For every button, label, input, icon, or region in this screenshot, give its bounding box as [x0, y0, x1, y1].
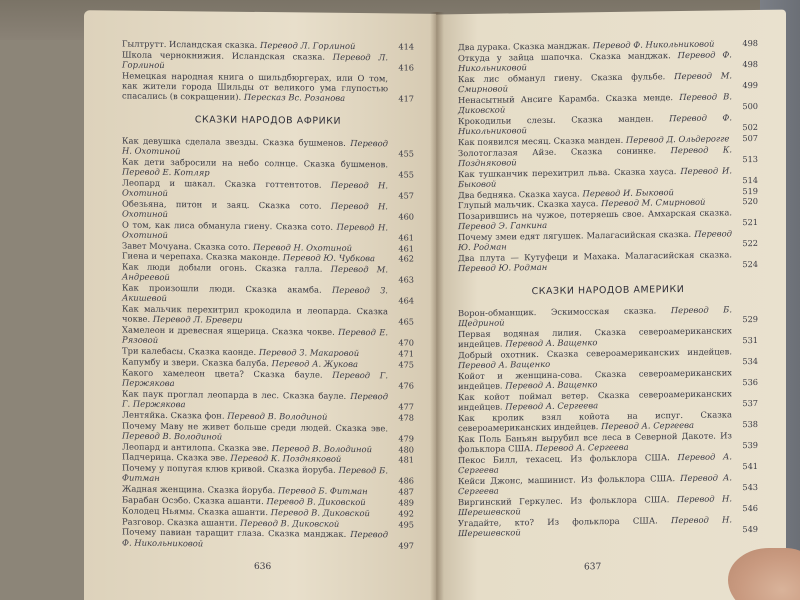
toc-entry-title: Койот и женщина-сова. Сказка североамериканских индейцев. [458, 367, 732, 392]
toc-entry-title: Почему змеи едят лягушек. Малагасийская сказка. [458, 229, 692, 243]
toc-entry-title: Кейси Джонс, машинист. Из фольклора США. [458, 472, 676, 486]
page-number-left: 636 [254, 561, 272, 573]
toc-entry-translator: Перевод З. Акишевой [122, 284, 388, 304]
toc-entry-page: 470 [398, 337, 414, 349]
toc-entry [122, 420, 414, 443]
toc-entry-page: 489 [398, 497, 414, 508]
toc-entry [122, 262, 414, 285]
toc-entry-page: 500 [742, 100, 758, 112]
toc-entry [122, 283, 414, 306]
toc-entry-title: Почему Маву не живет больше среди людей. Сказка эве. [122, 420, 388, 433]
toc-entry-page: 462 [398, 253, 414, 265]
toc-entry-translator: Перевод В. Володиной [122, 430, 223, 442]
left-page [84, 10, 436, 600]
toc-entry-title: Как мальчик перехитрил крокодила и леопарда. Сказка чокве. [122, 303, 388, 325]
toc-entry-page: 502 [742, 121, 758, 133]
toc-entry-title: Завет Мочуана. Сказка сото. [122, 240, 251, 252]
toc-entry-page: 498 [742, 37, 758, 49]
toc-entry-page: 498 [742, 58, 758, 70]
toc-entry-title: Хамелеон и древесная ящерица. Сказка чокве. [122, 324, 335, 337]
toc-entry-translator: Перевод Г. Пержякова [122, 390, 389, 410]
toc-entry-page: 499 [742, 79, 758, 91]
toc-entry-page: 549 [742, 523, 758, 535]
toc-entry-translator: Перевод В. Диковской [270, 506, 370, 518]
toc-entry [122, 304, 414, 327]
left-section-entries [122, 135, 414, 550]
left-toc-column [122, 39, 414, 551]
toc-entry-title: Два дурака. Сказка манджак. [458, 40, 591, 53]
toc-entry-translator: Перевод Ю. Родман [458, 228, 732, 253]
toc-entry-title: Ненасытный Ансиге Карамба. Сказка менде. [458, 91, 674, 105]
toc-entry-translator: Перевод Е. Котляр [122, 166, 210, 178]
toc-entry-page: 534 [742, 355, 758, 367]
toc-entry-title: Разговор. Сказка ашанти. [122, 516, 238, 528]
section-heading-america: СКАЗКИ НАРОДОВ АМЕРИКИ [531, 283, 685, 297]
toc-entry-title: Гиена и черепаха. Сказка маконде. [122, 250, 281, 263]
toc-entry-page: 522 [742, 238, 758, 249]
toc-entry-translator: Перевод К. Поздняковой [458, 143, 732, 168]
toc-entry-translator: Перевод Н. Охотиной [122, 221, 388, 240]
toc-entry-page: 478 [398, 412, 414, 423]
toc-entry-page: 524 [742, 259, 758, 270]
toc-entry-page: 529 [742, 313, 758, 325]
toc-entry-page: 514 [742, 174, 758, 185]
toc-entry [122, 135, 414, 158]
toc-entry-title: Обезьяна, питон и заяц. Сказка сото. [122, 198, 322, 211]
toc-entry [122, 325, 414, 348]
right-top-entries [458, 38, 758, 274]
toc-entry [122, 219, 414, 242]
toc-entry [122, 367, 414, 390]
toc-entry-page: 487 [398, 486, 414, 497]
toc-entry-translator: Перевод Ф. Никольниковой [592, 38, 715, 51]
toc-entry-page: 475 [398, 359, 414, 370]
right-section-entries [458, 304, 758, 539]
toc-entry-translator: Перевод И. Быковой [458, 164, 732, 189]
toc-entry-translator: Перевод Л. Горлиной [260, 40, 356, 51]
toc-entry-title: Как люди добыли огонь. Сказка галла. [122, 261, 323, 274]
toc-entry-translator: Перевод Н. Охотиной [122, 200, 388, 219]
toc-entry-translator: Перевод А. Сергеева [458, 472, 732, 497]
toc-entry-translator: Перевод Д. Ольдерогге [625, 133, 730, 145]
toc-entry-page: 539 [742, 439, 758, 451]
toc-entry-translator: Перевод И. Быковой [582, 186, 674, 198]
toc-entry-page: 486 [398, 475, 414, 487]
toc-entry-page: 536 [742, 376, 758, 388]
toc-entry-translator: Перевод Г. Пержякова [122, 369, 388, 389]
toc-entry-translator: Перевод М. Андреевой [122, 263, 388, 283]
toc-entry-page: 541 [742, 460, 758, 472]
toc-entry-title: Капумбу и звери. Сказка балуба. [122, 356, 269, 369]
toc-entry-translator: Перевод Е. Рязовой [122, 327, 388, 346]
toc-entry-translator: Перевод Н. Охотиной [253, 241, 353, 253]
toc-entry-translator: Перевод Э. Ганкина [458, 220, 548, 232]
toc-entry-page: 507 [742, 132, 758, 143]
toc-entry-translator: Перевод Н. Охотиной [122, 179, 389, 198]
toc-entry-title: Леопард и шакал. Сказка готтентотов. [122, 177, 322, 190]
toc-entry [122, 527, 414, 550]
toc-entry-page: 457 [398, 190, 414, 201]
toc-entry-page: 465 [398, 316, 414, 328]
toc-entry-translator: Перевод А. Ващенко [505, 379, 598, 391]
toc-entry-translator: Перевод Б. Фитман [122, 465, 389, 484]
toc-entry [122, 156, 414, 179]
toc-entry-translator: Перевод Б. Фитман [277, 485, 368, 497]
toc-entry-page: 455 [398, 148, 414, 159]
toc-entry-title: Как кролик взял койота на испуг. Сказка североамериканских индейцев. [458, 409, 732, 434]
toc-entry-page: 495 [398, 519, 414, 530]
toc-entry [122, 177, 414, 200]
toc-entry-page: 543 [742, 481, 758, 493]
toc-entry-page: 537 [742, 397, 758, 409]
toc-entry-title: Почему павиан таращит глаза. Сказка манджак. [122, 526, 347, 540]
toc-entry-page: 513 [742, 153, 758, 164]
toc-entry-title: Школа чернокнижия. Исландская сказка. [122, 49, 326, 62]
toc-entry-translator: Перевод М. Смирновой [458, 70, 732, 95]
toc-entry-page: 476 [398, 380, 414, 391]
toc-entry-title: Жадная женщина. Сказка йоруба. [122, 483, 276, 496]
toc-entry-title: Как паук проглал леопарда в лес. Сказка бауле. [122, 388, 347, 401]
left-top-entries [122, 39, 414, 104]
page-number-right: 637 [584, 562, 602, 573]
toc-entry-title: Два плута — Кутуфеци и Махака. Малагасийская сказка. [458, 249, 732, 264]
toc-entry-title: Крокодильи слезы. Сказка манден. [458, 113, 654, 126]
toc-entry-title: Пекос Билл, техасец. Из фольклора США. [458, 451, 670, 465]
toc-entry-title: Как лис обманул гиену. Сказка фульбе. [458, 71, 666, 84]
toc-entry-title: Золотоглазая Айзе. Сказка сонинке. [458, 144, 657, 158]
toc-entry-title: Почему у попугая клюв кривой. Сказка йоруба. [122, 462, 336, 475]
toc-entry-translator: Перевод А. Жукова [271, 358, 358, 370]
toc-entry-title: Какого хамелеон цвета? Сказка бауле. [122, 367, 323, 380]
toc-entry-translator: Перевод Н. Шерешевской [458, 514, 732, 539]
toc-entry-title: Как тушканчик перехитрил льва. Сказка хауса. [458, 165, 677, 179]
toc-entry [122, 388, 414, 411]
toc-entry-title: Лентяйка. Сказка фон. [122, 409, 225, 421]
toc-entry-page: 477 [398, 401, 414, 412]
toc-entry-translator: Перевод А. Сергеева [601, 419, 694, 432]
toc-entry-translator: Перевод Н. Охотиной [122, 137, 388, 156]
toc-entry-title: Как Поль Баньян вырубил все леса в Северной Дакоте. Из фольклора США. [458, 430, 732, 455]
toc-entry [122, 49, 414, 72]
toc-entry-page: 481 [398, 454, 414, 466]
toc-entry-title: Виргинский Геркулес. Из фольклора США. [458, 493, 670, 507]
toc-entry-translator: Перевод Ю. Родман [458, 262, 548, 274]
book-gutter [430, 12, 444, 600]
toc-entry-translator: Перевод А. Сергеева [535, 441, 629, 454]
toc-entry-title: Как появился месяц. Сказка манден. [458, 134, 624, 147]
toc-entry-translator: Перевод А. Сергеева [458, 451, 732, 476]
toc-entry-page: 520 [742, 196, 758, 207]
toc-entry-translator: Перевод А. Ващенко [505, 337, 598, 349]
toc-entry-page: 417 [398, 93, 414, 104]
toc-entry-title: Ворон-обманщик. Эскимосская сказка. [458, 305, 657, 318]
toc-entry [122, 463, 414, 486]
toc-entry-page: 480 [398, 444, 414, 455]
toc-entry-translator: Перевод В. Диковской [240, 517, 340, 529]
toc-entry-translator: Пересказ Вс. Розанова [243, 92, 346, 104]
toc-entry [458, 249, 758, 274]
toc-entry-translator: Перевод Ф. Никольниковой [458, 49, 732, 74]
toc-entry-title: Три калебасы. Сказка каонде. [122, 345, 257, 358]
toc-entry-translator: Перевод Ф. Никольниковой [458, 112, 732, 137]
toc-entry-page: 519 [742, 185, 758, 196]
toc-entry-title: Как дети забросили на небо солнце. Сказка бушменов. [122, 156, 388, 169]
toc-entry-page: 455 [398, 169, 414, 180]
toc-entry-page: 414 [398, 41, 414, 52]
toc-entry-translator: Перевод Ф. Никольниковой [122, 529, 389, 548]
toc-entry-page: 461 [398, 232, 414, 243]
toc-entry-title: Глупый мальчик. Сказка хауса. [458, 198, 599, 211]
toc-entry-page: 471 [398, 348, 414, 359]
toc-entry-title: Как койот поймал ветер. Сказка североамериканских индейцев. [458, 388, 732, 413]
open-book [84, 12, 788, 600]
toc-entry-page: 416 [398, 62, 414, 73]
section-heading-africa: СКАЗКИ НАРОДОВ АФРИКИ [194, 114, 342, 128]
toc-entry-title: Немецкая народная книга о шильдбюргерах, или О том, как жители города Шильды от великого ума глупостью спасались (в сокращении). [122, 70, 388, 103]
toc-entry-title: Как произошли люди. Сказка акамба. [122, 282, 322, 295]
toc-entry-translator: Перевод В. Диковской [458, 91, 732, 116]
toc-entry-page: 479 [398, 433, 414, 444]
toc-entry-page: 461 [398, 243, 414, 254]
toc-entry-translator: Перевод Л. Горлиной [122, 51, 388, 71]
toc-entry-title: Угадайте, кто? Из фольклора США. [458, 515, 658, 528]
toc-entry-title: Леопард и антилопа. Сказка эве. [122, 441, 270, 453]
toc-entry-translator: Перевод В. Володиной [271, 442, 372, 454]
toc-entry-translator: Перевод А. Ващенко [458, 358, 551, 371]
toc-entry-title: Барабан Осэбо. Сказка ашанти. [122, 494, 264, 507]
toc-entry-page: 460 [398, 211, 414, 222]
toc-entry-translator: Перевод Ю. Чубкова [282, 252, 376, 264]
toc-entry-translator: Перевод М. Смирновой [601, 197, 706, 209]
toc-entry-translator: Перевод В. Диковской [266, 496, 366, 508]
toc-entry-translator: Перевод З. Макаровой [258, 347, 360, 359]
toc-entry-title: Первая водяная лилия. Сказка североамериканских индейцев. [458, 325, 732, 350]
toc-entry-title: Позарившись на чужое, потеряешь свое. Амхарская сказка. [458, 207, 732, 222]
toc-entry [458, 514, 758, 539]
toc-entry-page: 492 [398, 508, 414, 519]
toc-entry-translator: Перевод Б. Щедриной [458, 304, 732, 329]
toc-entry-translator: Перевод Н. Шерешевской [458, 493, 733, 518]
toc-entry-translator: Перевод В. Володиной [227, 410, 328, 422]
toc-entry-title: Откуда у зайца шапочка. Сказка манджак. [458, 49, 671, 63]
toc-entry-translator: Перевод Л. Бревери [152, 314, 243, 326]
toc-entry-title: Два бедняка. Сказка хауса. [458, 188, 580, 200]
toc-entry-page: 521 [742, 217, 758, 228]
toc-entry-page: 531 [742, 334, 758, 346]
toc-entry-title: Как девушка сделала звезды. Сказка бушменов. [122, 135, 346, 148]
toc-entry-translator: Перевод К. Поздняковой [230, 453, 342, 465]
toc-entry-title: Колодец Ньямы. Сказка ашанти. [122, 505, 269, 517]
toc-entry-title: О том, как лиса обманула гиену. Сказка сото. [122, 219, 334, 232]
toc-entry-page: 463 [398, 274, 414, 286]
toc-entry-title: Падчерица. Сказка эве. [122, 451, 228, 464]
toc-entry-title: Добрый охотник. Сказка североамериканских индейцев. [458, 346, 732, 360]
toc-entry-translator: Перевод А. Сергеева [505, 400, 599, 412]
toc-entry-page: 464 [398, 295, 414, 307]
toc-entry-page: 538 [742, 418, 758, 430]
toc-entry [122, 198, 414, 221]
toc-entry-page: 497 [398, 540, 414, 551]
toc-entry-title: Гылтрутт. Исландская сказка. [122, 38, 258, 50]
toc-entry-page: 546 [742, 502, 758, 514]
right-page [436, 10, 786, 600]
toc-entry [122, 70, 414, 104]
right-toc-column [458, 38, 758, 539]
